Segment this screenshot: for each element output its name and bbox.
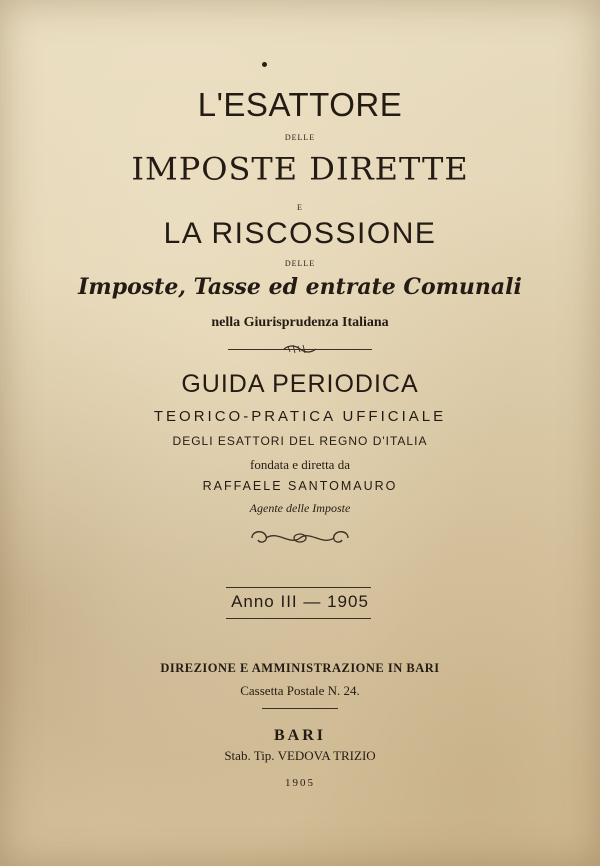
title-line-4: Imposte, Tasse ed entrate Comunali: [78, 274, 522, 300]
scroll-ornament-icon: [246, 526, 354, 550]
volume-label: Anno III — 1905: [231, 592, 369, 611]
founded-by-label: fondata e diretta da: [250, 457, 350, 472]
publication-audience: DEGLI ESATTORI DEL REGNO D'ITALIA: [172, 434, 428, 448]
volume-rule-bottom: [226, 618, 371, 619]
imprint-city: BARI: [273, 727, 326, 744]
title-line-2: IMPOSTE DIRETTE: [131, 150, 469, 188]
po-box: Cassetta Postale N. 24.: [240, 683, 360, 698]
connector-delle-2: DELLE: [284, 259, 316, 268]
imprint-year: 1905: [285, 777, 315, 789]
imprint-rule: [262, 708, 338, 709]
title-line-5: nella Giurisprudenza Italiana: [211, 315, 389, 330]
office-address: DIREZIONE E AMMINISTRAZIONE IN BARI: [160, 661, 440, 675]
publication-title: GUIDA PERIODICA: [181, 370, 419, 398]
editor-role: Agente delle Imposte: [249, 501, 351, 515]
connector-e: E: [297, 203, 303, 212]
ink-spot: [262, 62, 267, 67]
volume-rule-top: [226, 587, 371, 588]
editor-name: RAFFAELE SANTOMAURO: [202, 479, 398, 493]
publication-subtitle: TEORICO-PRATICA UFFICIALE: [153, 408, 447, 425]
printer-name: Stab. Tip. VEDOVA TRIZIO: [224, 748, 376, 763]
connector-delle-1: DELLE: [284, 133, 316, 142]
title-line-3: LA RISCOSSIONE: [163, 217, 437, 250]
title-line-1: L'ESATTORE: [197, 86, 403, 123]
divider-ornament-icon: [282, 342, 318, 356]
